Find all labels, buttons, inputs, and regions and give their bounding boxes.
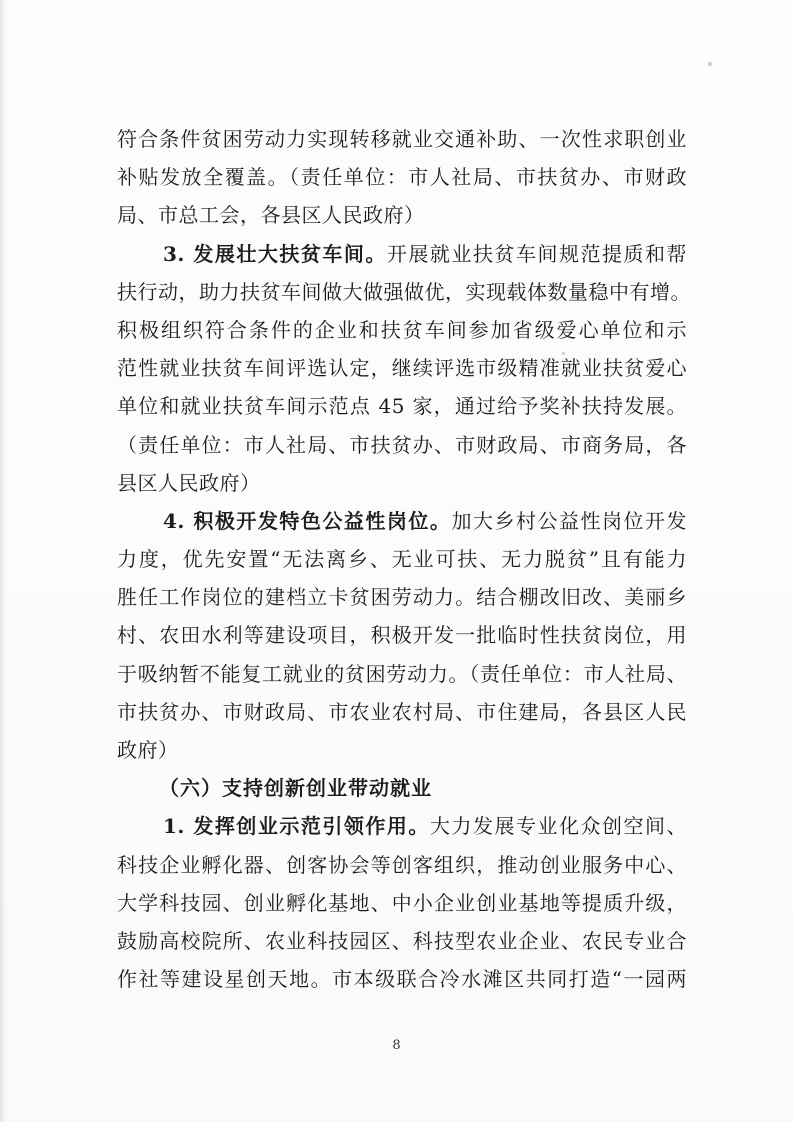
text-line: 积极组织符合条件的企业和扶贫车间参加省级爱心单位和示 <box>117 317 687 342</box>
text-line: （责任单位：市人社局、市扶贫办、市财政局、市商务局，各 <box>117 432 687 457</box>
body-text <box>117 120 691 998</box>
paragraph-public-welfare-posts <box>117 502 687 769</box>
text-line: 科技企业孵化器、创客协会等创客组织，推动创业服务中心、 <box>117 852 687 877</box>
paragraph-poverty-workshops <box>117 235 691 502</box>
text-line: 作社等建设星创天地。市本级联合冷水滩区共同打造“一园两 <box>117 967 687 992</box>
text-line: 于吸纳暂不能复工就业的贫困劳动力。（责任单位：市人社局、 <box>117 661 687 686</box>
text-line: 胜任工作岗位的建档立卡贫困劳动力。结合棚改旧改、美丽乡 <box>117 585 687 610</box>
item-title: 3. 发展壮大扶贫车间。 <box>163 241 387 266</box>
text-line <box>117 235 687 273</box>
text-line: 范性就业扶贫车间评选认定，继续评选市级精准就业扶贫爱心 <box>117 356 687 381</box>
text-line: 市扶贫办、市财政局、市农业农村局、市住建局，各县区人民 <box>117 699 687 724</box>
item-text: 大力发展专业化众创空间、 <box>429 814 688 839</box>
item-title: 1. 发挥创业示范引领作用。 <box>163 814 430 839</box>
item-text: 开展就业扶贫车间规范提质和帮 <box>386 241 688 266</box>
text-line: 局、市总工会，各县区人民政府） <box>117 203 425 228</box>
paragraph-entrepreneurship-demo <box>117 807 687 998</box>
text-line: 补贴发放全覆盖。（责任单位：市人社局、市扶贫办、市财政 <box>117 165 687 190</box>
text-line: 单位和就业扶贫车间示范点 45 家，通过给予奖补扶持发展。 <box>117 394 687 419</box>
item-title: 4. 积极开发特色公益性岗位。 <box>163 508 452 533</box>
text-line: 县区人民政府） <box>117 470 261 495</box>
scan-speck <box>708 62 712 66</box>
text-line <box>117 807 687 845</box>
scan-edge-shadow <box>0 0 6 1122</box>
section-heading: （六）支持创新创业带动就业 <box>159 776 432 801</box>
page-number: 8 <box>392 1038 401 1053</box>
text-line <box>117 502 687 540</box>
text-line: 扶行动，助力扶贫车间做大做强做优，实现载体数量稳中有增。 <box>117 279 691 304</box>
text-line: 符合条件贫困劳动力实现转移就业交通补助、一次性求职创业 <box>117 127 687 151</box>
text-line: 政府） <box>117 738 179 762</box>
text-line: 村、农田水利等建设项目，积极开发一批临时性扶贫岗位，用 <box>117 623 687 648</box>
paragraph-transport-subsidy <box>117 120 687 235</box>
item-text: 加大乡村公益性岗位开发 <box>451 508 688 533</box>
text-line: 鼓励高校院所、农业科技园区、科技型农业企业、农民专业合 <box>117 928 687 953</box>
text-line: 大学科技园、创业孵化基地、中小企业创业基地等提质升级， <box>117 890 687 915</box>
text-line: 力度，优先安置“无法离乡、无业可扶、无力脱贫”且有能力 <box>117 547 687 572</box>
